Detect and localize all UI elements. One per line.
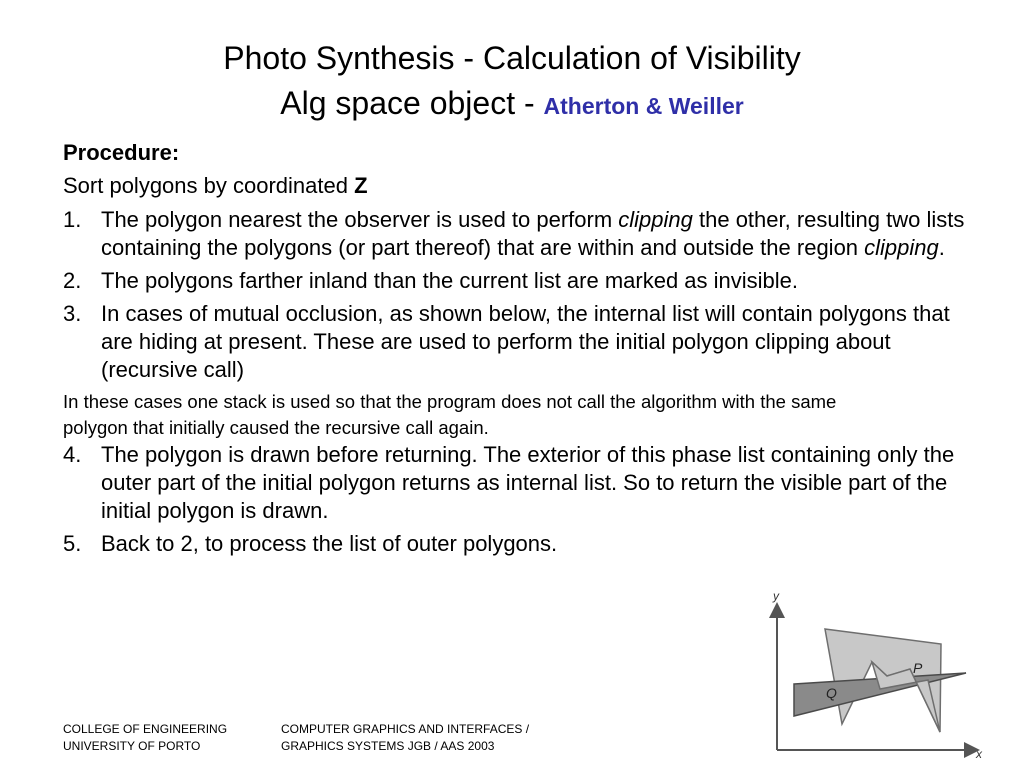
footer-right-line-1: COMPUTER GRAPHICS AND INTERFACES / [281,722,530,736]
slide-body [63,139,983,563]
polygon-p-label: P [913,660,923,676]
footer-institution [63,721,227,755]
title-line-2 [0,81,1024,129]
title-line-2-accent: Atherton & Weiller [543,93,744,119]
footer-right-line-2: GRAPHICS SYSTEMS JGB / AAS 2003 [281,739,495,753]
x-axis-label: x [976,747,982,761]
list-item-text [101,206,983,262]
polygon-q-label: Q [826,685,837,701]
y-axis-label: y [773,589,779,603]
footer-course [281,721,529,755]
occlusion-diagram [760,586,990,766]
sort-text: Sort polygons by coordinated [63,173,355,198]
sub-note: In these cases one stack is used so that the program does not call the algorithm with the same polygon that initially caused the recursive call again. [63,391,837,438]
item-1-part-2: the other, resulting two lists containing the polygons (or part thereof) that are within and outside the region [101,207,965,260]
footer-left-line-2: UNIVERSITY OF PORTO [63,739,201,753]
item-1-part-3: . [938,235,945,260]
list-item-3 [63,300,983,384]
list-item-5 [63,530,983,558]
item-1-part-1: The polygon nearest the observer is used to perform [101,207,619,232]
title-line-2-prefix: Alg space object - [280,85,544,121]
slide-title [0,36,1024,129]
list-item-text: The polygon is drawn before returning. The exterior of this phase list containing only the outer part of the initial polygon returns as internal list. So to return the visible part of the initial polygon is drawn. [101,442,955,523]
item-1-italic-2: clipping [864,235,939,260]
list-item-number: 2. [63,268,82,293]
list-item-number: 5. [63,531,82,556]
list-item-text: Back to 2, to process the list of outer polygons. [101,531,558,556]
list-item-text: The polygons farther inland than the current list are marked as invisible. [101,268,799,293]
list-item-number: 4. [63,442,82,467]
list-item-2 [63,267,983,295]
list-item-number: 3. [63,301,82,326]
list-item-1 [63,206,983,262]
list-item-text: In cases of mutual occlusion, as shown below, the internal list will contain polygons that are hiding at present. These are used to perform the initial polygon clipping about (recursive call) [101,301,950,382]
footer-left-line-1: COLLEGE OF ENGINEERING [63,722,228,736]
item-1-italic-1: clipping [618,207,693,232]
procedure-heading: Procedure: [63,140,180,165]
title-line-1: Photo Synthesis - Calculation of Visibility [223,40,801,76]
list-item-4 [63,441,983,525]
sort-line [63,172,983,200]
list-item-number: 1. [63,207,82,232]
sort-bold: Z [354,173,368,198]
